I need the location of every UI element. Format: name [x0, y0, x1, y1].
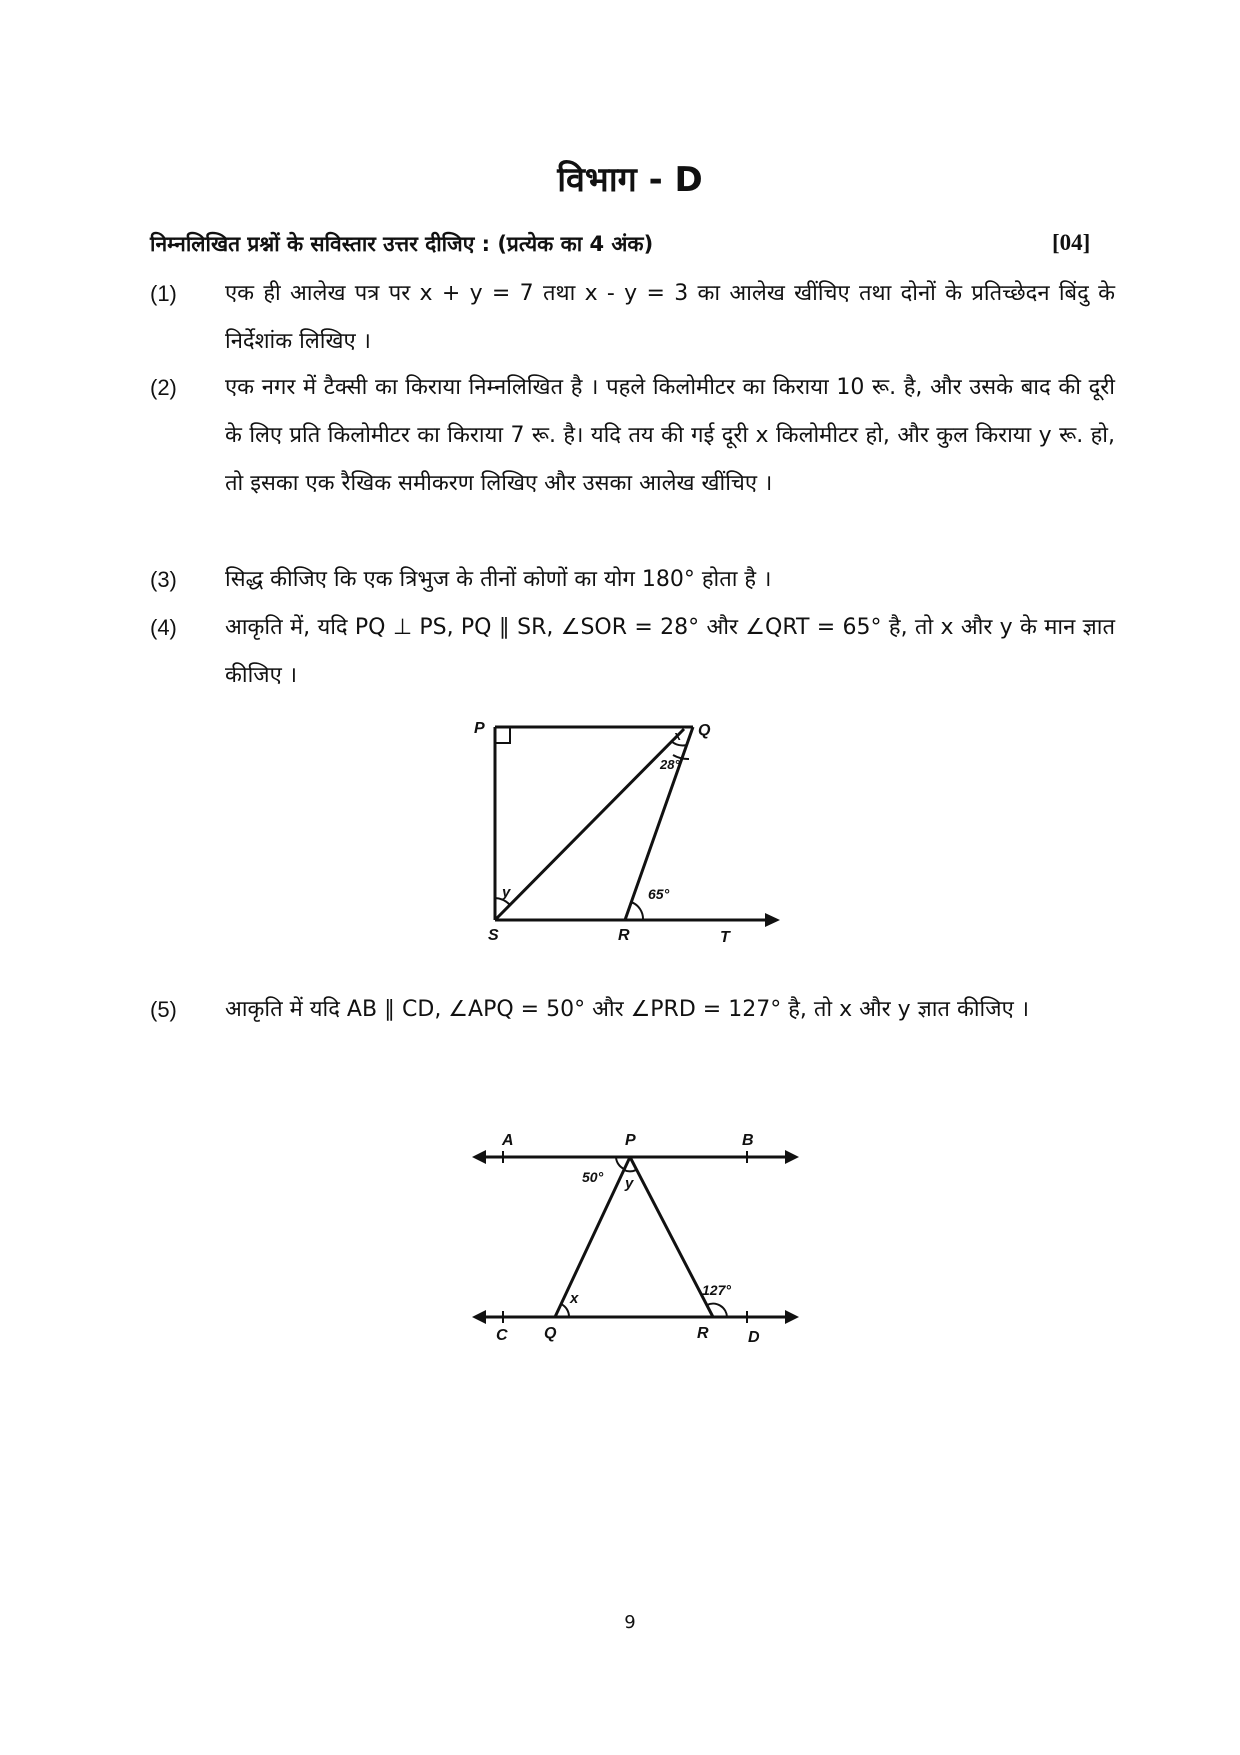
label-angle-127: 127°	[702, 1282, 731, 1298]
label-a: A	[502, 1132, 514, 1149]
marks-badge: [04]	[1052, 230, 1091, 255]
arrow-head-c	[472, 1310, 486, 1324]
label-x: x	[674, 728, 682, 743]
question-text: सिद्ध कीजिए कि एक त्रिभुज के तीनों कोणों का योग 180° होता है ।	[225, 567, 772, 592]
label-y: y	[502, 884, 511, 901]
label-q: Q	[698, 722, 711, 739]
arrow-head-d	[785, 1310, 799, 1324]
question-number: (2)	[150, 375, 177, 400]
label-d: D	[748, 1329, 760, 1345]
figure-2-parallel-lines	[470, 1125, 800, 1345]
label-angle-28: 28°	[660, 757, 680, 772]
question-text: आकृति में, यदि PQ ⊥ PS, PQ ∥ SR, ∠SOR = 28° और ∠QRT = 65° है, तो x और y के मान ज्ञात कीजिए ।	[225, 615, 1115, 688]
line-pr	[630, 1157, 713, 1317]
question-text: आकृति में यदि AB ∥ CD, ∠APQ = 50° और ∠PRD = 127° है, तो x और y ज्ञात कीजिए ।	[225, 997, 1030, 1022]
angle-arc-x	[561, 1304, 569, 1317]
page-number: 9	[624, 1612, 636, 1633]
label-y: y	[625, 1175, 634, 1192]
label-angle-65: 65°	[648, 886, 670, 902]
label-t: T	[720, 929, 730, 946]
label-p: P	[625, 1132, 636, 1149]
question-text: एक नगर में टैक्सी का किराया निम्नलिखित है । पहले किलोमीटर का किराया 10 रू. है, और उसके बाद की दूरी के लिए प्रति किलोमीटर का किराया 7 रू. है। यदि तय की गई दूरी x किलोमीटर हो, और कुल किराया y रू. हो, तो इसका एक रैखिक समीकरण लिखिए और उसका आलेख खींचिए ।	[225, 375, 1115, 496]
label-r: R	[697, 1325, 709, 1342]
label-angle-50: 50°	[582, 1169, 604, 1185]
figure-1-quadrilateral	[460, 715, 790, 955]
question-number: (3)	[150, 567, 177, 592]
label-c: C	[496, 1327, 508, 1344]
label-x: x	[570, 1290, 579, 1307]
question-number: (4)	[150, 615, 177, 640]
label-s: S	[488, 927, 499, 944]
arrow-head-a	[472, 1150, 486, 1164]
label-r: R	[618, 927, 630, 944]
instruction-text: निम्नलिखित प्रश्नों के सविस्तार उत्तर दीजिए : (प्रत्येक का 4 अंक)	[150, 232, 654, 256]
right-angle-mark	[495, 727, 510, 743]
question-number: (1)	[150, 281, 177, 306]
question-text: एक ही आलेख पत्र पर x + y = 7 तथा x - y = 3 का आलेख खींचिए तथा दोनों के प्रतिच्छेदन बिंदु के निर्देशांक लिखिए ।	[225, 281, 1115, 354]
arrow-head-b	[785, 1150, 799, 1164]
arrow-head-t	[765, 913, 780, 927]
question-number: (5)	[150, 997, 177, 1022]
label-b: B	[742, 1132, 754, 1149]
label-q: Q	[544, 1325, 557, 1342]
angle-arc-y	[624, 1170, 636, 1171]
section-title: विभाग - D	[557, 160, 703, 200]
label-p: P	[474, 720, 485, 737]
angle-arc-50	[616, 1157, 624, 1169]
angle-arc-65	[631, 902, 643, 920]
